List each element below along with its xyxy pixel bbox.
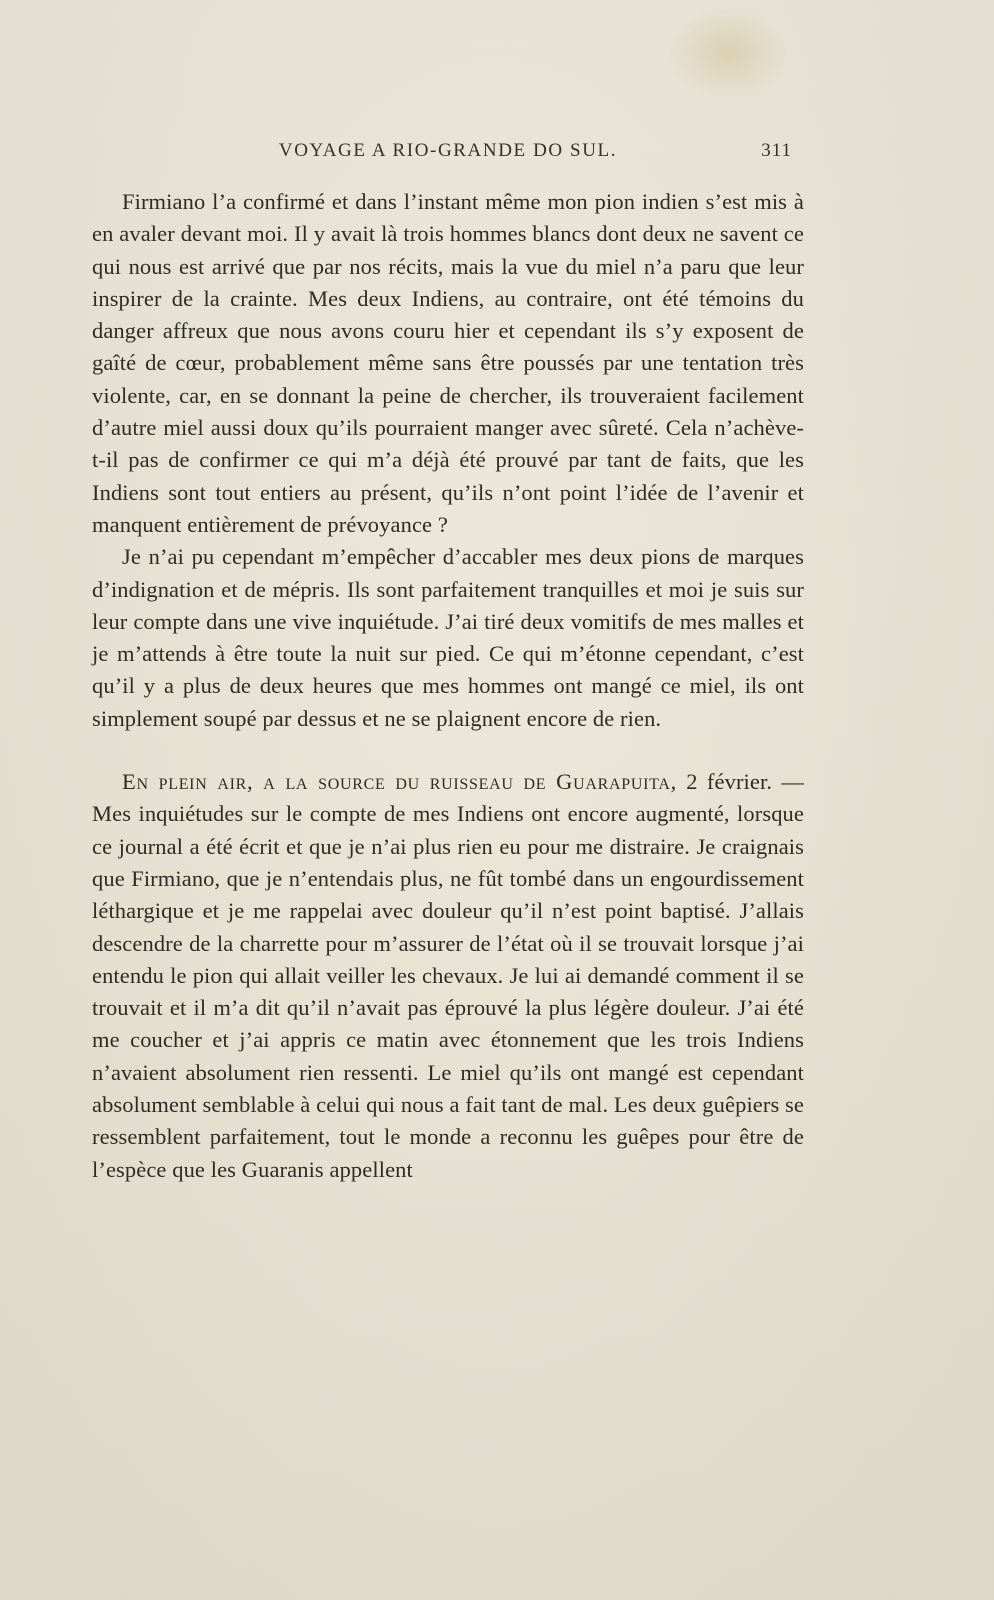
paragraph-firmiano: Firmiano l’a confirmé et dans l’instant même mon pion indien s’est mis à en avaler devant moi. Il y avait là trois hommes blancs dont deux ne savent ce qui nous est arrivé que par nos récits, mais la vue du miel n’a paru que leur inspirer de la crainte. Mes deux Indiens, au contraire, ont été témoins du danger affreux que nous avons couru hier et cependant ils s’y exposent de gaîté de cœur, probablement même sans être poussés par une tentation très violente, car, en se donnant la peine de chercher, ils trouveraient facilement d’autre miel aussi doux qu’ils pourraient manger avec sûreté. Cela n’achève-t-il pas de confirmer ce qui m’a déjà été prouvé par tant de faits, que les Indiens sont tout entiers au présent, qu’ils n’ont point l’idée de l’avenir et manquent entièrement de prévoyance ?	[92, 189, 804, 537]
running-title: VOYAGE A RIO-GRANDE DO SUL.	[278, 140, 618, 161]
page-body	[92, 186, 804, 1186]
page-header	[92, 140, 804, 168]
paper-stain	[668, 8, 788, 98]
paragraph-guarapuita	[92, 766, 804, 1186]
section-body-text: 2 février. — Mes inquiétudes sur le compte de mes Indiens ont encore augmenté, lorsque ce journal a été écrit et que je n’ai plus rien eu pour me distraire. Je craignais que Firmiano, que je n’entendais plus, ne fût tombé dans un engourdissement léthargique et je me rappelai avec douleur qu’il n’est point baptisé. J’allais descendre de la charrette pour m’assurer de l’état où il se trouvait lorsque j’ai entendu le pion qui allait veiller les chevaux. Je lui ai demandé comment il se trouvait et il m’a dit qu’il n’avait pas éprouvé la plus légère douleur. J’ai été me coucher et j’ai appris ce matin avec étonnement que les trois Indiens n’avaient absolument rien ressenti. Le miel qu’ils ont mangé est cependant absolument semblable à celui qui nous a fait tant de mal. Les deux guêpiers se ressemblent parfaitement, tout le monde a reconnu les guêpes pour être de l’espèce que les Guaranis appellent	[92, 769, 804, 1182]
page-number: 311	[761, 140, 792, 161]
section-heading-smallcaps: En plein air, a la source du ruisseau de Guarapuita,	[122, 769, 677, 795]
paragraph-vomitifs: Je n’ai pu cependant m’empêcher d’accabler mes deux pions de marques d’indignation et de mépris. Ils sont parfaitement tranquilles et moi je suis sur leur compte dans une vive inquiétude. J’ai tiré deux vomitifs de mes malles et je m’attends à être toute la nuit sur pied. Ce qui m’étonne cependant, c’est qu’il y a plus de deux heures que mes hommes ont mangé ce miel, ils ont simplement soupé par dessus et ne se plaignent encore de rien.	[92, 544, 804, 731]
